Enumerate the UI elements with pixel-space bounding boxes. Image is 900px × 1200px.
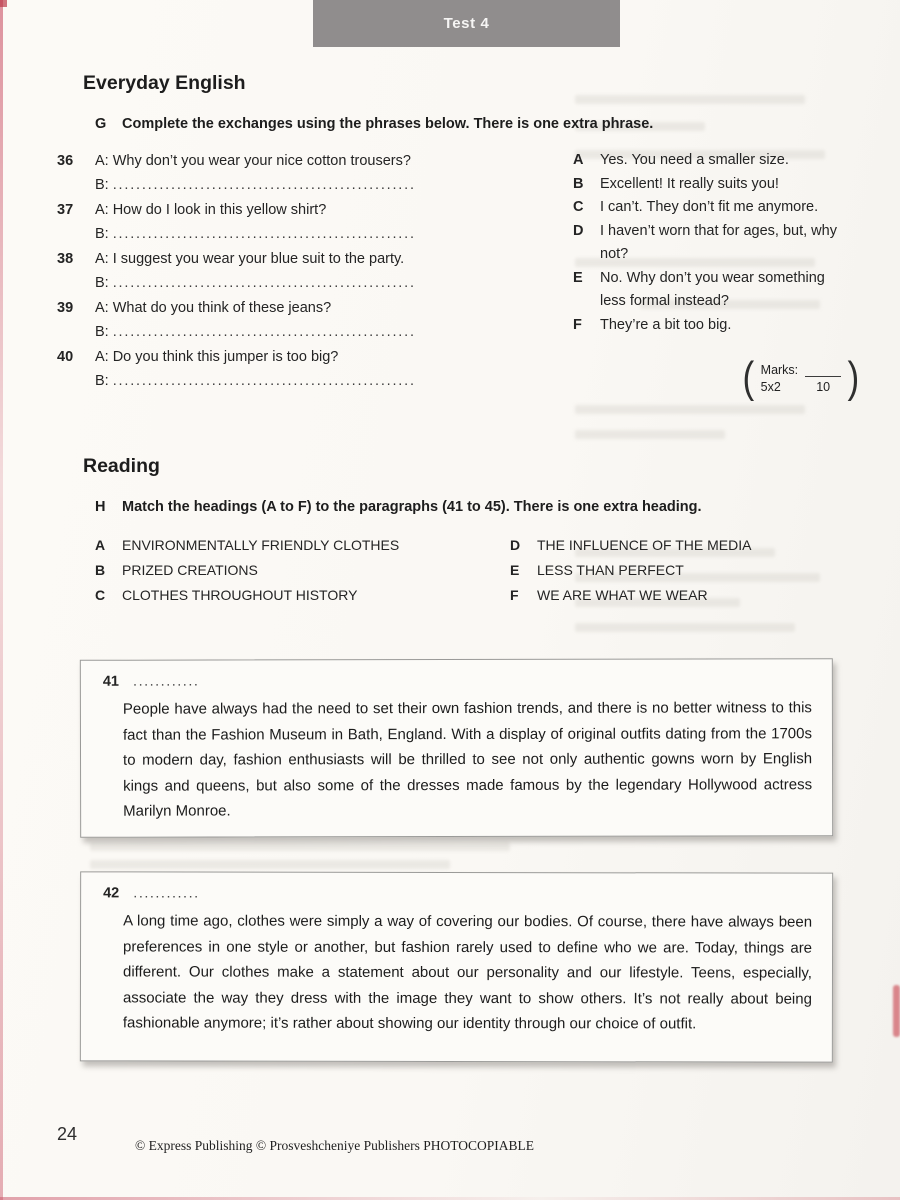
question-dialogue [95, 247, 573, 295]
option-letter: E [573, 269, 583, 286]
marks-formula: 5x2 [760, 379, 781, 394]
option-letter: D [573, 222, 584, 239]
dialogue-line-a [95, 198, 573, 222]
heading-e [510, 558, 853, 583]
heading-text: LESS THAN PERFECT [537, 562, 684, 578]
paragraph-number: 41 [102, 673, 120, 690]
heading-text: PRIZED CREATIONS [122, 562, 258, 578]
answer-blank: .................................................... [112, 177, 416, 193]
heading-letter: A [95, 537, 106, 553]
option-f [573, 314, 853, 338]
scan-bleed-artifact [575, 623, 795, 632]
question-dialogue [95, 296, 573, 344]
speaker-b-label: B: [95, 324, 109, 340]
scan-bleed-artifact [90, 842, 510, 851]
question-36 [57, 149, 573, 197]
option-letter: A [573, 152, 584, 168]
answer-blank: .................................................... [112, 226, 416, 242]
question-number: 38 [57, 251, 74, 267]
question-prompt: Why don’t you wear your nice cotton trousers? [112, 153, 411, 169]
marks-label: Marks: [760, 362, 799, 377]
heading-text: CLOTHES THROUGHOUT HISTORY [122, 587, 358, 603]
exercise-h-letter: H [95, 499, 106, 515]
speaker-a-label: A: [95, 251, 109, 267]
dialogue-line-a [95, 149, 573, 173]
heading-letter: D [510, 537, 521, 553]
paragraph-41-text: People have always had the need to set their own fashion trends, and there is no better witness to this fact than the Fashion Museum in Bath, England. With a display of original outfits dating from the 1700s to modern day, fashion enthusiasts will be thrilled to see not only authentic gowns worn by English kings and queens, but also some of the dresses made famous by the legendary Hollywood actress Marilyn Monroe. [122, 699, 813, 820]
speaker-b-label: B: [95, 226, 109, 242]
question-39 [57, 296, 573, 344]
dialogue-line-b [95, 173, 573, 197]
exercise-h-header [95, 499, 853, 515]
option-text: No. Why don’t you wear something less formal instead? [600, 269, 825, 309]
dialogue-line-b [95, 222, 573, 246]
option-letter: F [573, 316, 582, 333]
question-prompt: I suggest you wear your blue suit to the party. [112, 251, 405, 267]
heading-f [510, 583, 853, 608]
speaker-a-label: A: [95, 202, 109, 218]
speaker-a-label: A: [95, 300, 109, 316]
heading-text: THE INFLUENCE OF THE MEDIA [537, 537, 752, 553]
heading-d [510, 533, 853, 558]
section-title-reading: Reading [83, 455, 160, 477]
option-c [573, 196, 853, 220]
headings-list [95, 533, 853, 608]
option-text: Yes. You need a smaller size. [600, 152, 789, 168]
everyday-english-section [57, 72, 860, 402]
heading-text: ENVIRONMENTALLY FRIENDLY CLOTHES [122, 537, 400, 553]
option-text: They’re a bit too big. [600, 316, 732, 333]
speaker-b-label: B: [95, 275, 109, 291]
scan-corner [0, 0, 7, 7]
option-text: I haven’t worn that for ages, but, why not? [600, 222, 837, 262]
test-title: Test 4 [443, 15, 490, 32]
marks-total: 10 [816, 379, 831, 394]
question-prompt: How do I look in this yellow shirt? [112, 202, 327, 218]
scan-blotch [893, 985, 900, 1037]
answer-blank: .................................................... [112, 324, 416, 340]
heading-a [95, 533, 510, 558]
paragraph-number: 42 [103, 885, 120, 902]
exercise-g-instruction: Complete the exchanges using the phrases below. There is one extra phrase. [122, 116, 654, 132]
question-38 [57, 247, 573, 295]
heading-letter: F [510, 587, 519, 603]
paragraph-42-box [80, 871, 833, 1062]
exercise-g-header [95, 116, 853, 132]
marks-paren-right: ) [847, 353, 860, 402]
option-text: Excellent! It really suits you! [600, 175, 779, 192]
exercise-g-letter: G [95, 116, 107, 132]
answer-blank: .................................................... [112, 373, 416, 389]
questions-list [57, 149, 573, 394]
speaker-a-label: A: [95, 349, 109, 365]
heading-answer-blank: ............ [133, 673, 200, 690]
scan-edge-left [0, 0, 3, 1200]
heading-answer-blank: ............ [133, 885, 200, 902]
heading-text: WE ARE WHAT WE WEAR [537, 587, 708, 603]
marks-content [756, 363, 847, 394]
answer-blank: .................................................... [112, 275, 416, 291]
dialogue-line-b [95, 369, 573, 393]
paragraph-42-header [103, 885, 812, 902]
option-e [573, 267, 853, 314]
speaker-b-label: B: [95, 177, 109, 193]
option-letter: B [573, 175, 584, 192]
question-number: 40 [57, 349, 74, 365]
copyright-line: © Express Publishing © Prosveshcheniye Publishers PHOTOCOPIABLE [135, 1138, 535, 1153]
question-number: 36 [57, 153, 74, 169]
headings-column-right [510, 533, 853, 608]
heading-c [95, 583, 510, 608]
speaker-b-label: B: [95, 373, 109, 389]
speaker-a-label: A: [95, 153, 109, 169]
headings-column-left [95, 533, 510, 608]
dialogue-line-a [95, 296, 573, 320]
question-prompt: Do you think this jumper is too big? [112, 349, 339, 365]
heading-b [95, 558, 510, 583]
question-number: 37 [57, 202, 74, 218]
marks-box [741, 353, 861, 402]
question-37 [57, 198, 573, 246]
question-dialogue [95, 198, 573, 246]
option-text: I can’t. They don’t fit me anymore. [600, 199, 819, 215]
marks-paren-left: ( [742, 353, 755, 402]
paragraph-41-box [80, 658, 833, 837]
question-40 [57, 345, 573, 393]
scan-bleed-artifact [575, 405, 805, 414]
page-number: 24 [57, 1124, 78, 1144]
section-title-everyday-english: Everyday English [83, 72, 246, 94]
reading-section [57, 455, 853, 608]
heading-letter: B [95, 562, 106, 578]
question-dialogue [95, 149, 573, 197]
option-b [573, 173, 853, 197]
exercise-g-body [57, 149, 853, 394]
dialogue-line-b [95, 320, 573, 344]
question-number: 39 [57, 300, 74, 316]
paragraph-42-text: A long time ago, clothes were simply a way of covering our bodies. Of course, there have always been preferences in one style or another, but fashion rarely used to define who we are. Today, things are different. Our clothes make a statement about our personality and our lifestyle. Teens, especially, associate the way they dress with the image they want to show others. It’s not really about being fashionable anymore; it’s rather about showing our identity through our choice of outfit. [122, 912, 813, 1033]
scan-bleed-artifact [575, 430, 725, 439]
dialogue-line-a [95, 247, 573, 271]
question-dialogue [95, 345, 573, 393]
option-letter: C [573, 199, 584, 215]
scan-bleed-artifact [90, 860, 450, 869]
dialogue-line-b [95, 271, 573, 295]
heading-letter: C [95, 587, 106, 603]
question-prompt: What do you think of these jeans? [112, 300, 332, 316]
test-header-bar [313, 0, 620, 47]
exercise-h-instruction: Match the headings (A to F) to the paragraphs (41 to 45). There is one extra heading. [122, 499, 702, 515]
paragraph-41-header [103, 672, 812, 689]
option-d [573, 220, 853, 267]
marks-blank-line [805, 366, 841, 377]
heading-letter: E [510, 562, 520, 578]
option-a [573, 149, 853, 173]
dialogue-line-a [95, 345, 573, 369]
